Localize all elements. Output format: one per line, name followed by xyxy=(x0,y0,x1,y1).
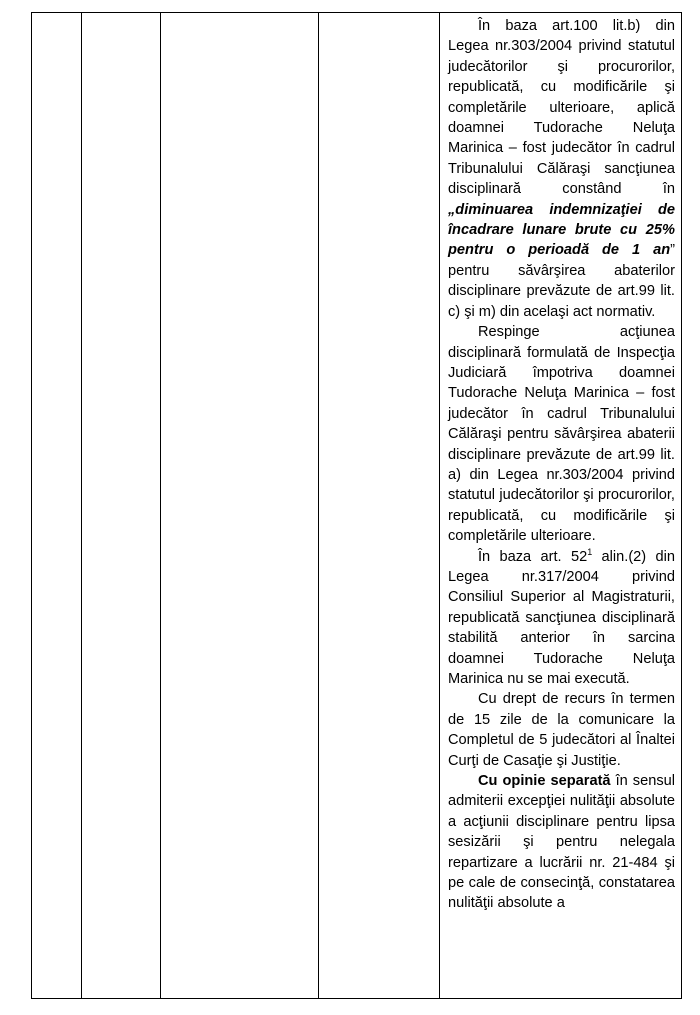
table-cell-2 xyxy=(82,13,161,999)
table-cell-1 xyxy=(32,13,82,999)
paragraph-no-execution-text: În baza art. 52 xyxy=(478,548,588,565)
paragraph-appeal: Cu drept de recurs în termen de 15 zile de la comunicare la Completul de 5 judecători al Înaltei Curţi de Casaţie şi Justiţie. xyxy=(448,691,675,769)
decision-cell xyxy=(440,13,682,999)
paragraph-rejection: Respinge acţiunea disciplinară formulată de Inspecţia Judiciară împotriva doamnei Tudorache Neluţa Marinica – fost judecător în cadrul Tribunalului Călăraşi pentru săvârşirea abaterii disciplinare prevăzute de art.99 lit. a) din Legea nr.303/2004 privind statutul judecătorilor şi procurorilor, republicată, cu modificările şi completările ulterioare. xyxy=(448,324,675,545)
paragraph-sanction-tail: ” pentru săvârşirea abaterilor disciplinare prevăzute de art.99 lit. c) şi m) din acelaşi act normativ. xyxy=(448,242,675,320)
paragraph-separate-opinion xyxy=(448,771,675,914)
paragraph-sanction-text: În baza art.100 lit.b) din Legea nr.303/2004 privind statutul judecătorilor şi procurorilor, republicată, cu modificările şi completările ulterioare, aplică doamnei Tudorache Neluţa Marinica – fost judecător în cadrul Tribunalului Călăraşi sancţiunea disciplinară constând în xyxy=(448,18,675,198)
decision-text xyxy=(440,13,681,914)
separate-opinion-text: în sensul admiterii excepţiei nulităţii absolute a acţiunii disciplinare pentru lipsa sesizării şi pentru nelegala repartizare a lucrării nr. 21-484 şi pe cale de consecinţă, constatarea nulităţii absolute a xyxy=(448,773,675,912)
paragraph-sanction xyxy=(448,16,675,322)
table-cell-3 xyxy=(161,13,319,999)
separate-opinion-label: Cu opinie separată xyxy=(478,773,611,790)
table-cell-4 xyxy=(319,13,440,999)
paragraph-no-execution-tail: alin.(2) din Legea nr.317/2004 privind Consiliul Superior al Magistraturii, republicată sancţiunea disciplinară stabilită anterior în sarcina doamnei Tudorache Neluţa Marinica nu se mai execută. xyxy=(448,548,675,687)
sanction-emphasis: „diminuarea indemnizaţiei de încadrare lunare brute cu 25% pentru o perioadă de 1 an xyxy=(448,201,675,259)
article-superscript: 1 xyxy=(587,546,593,557)
document-table xyxy=(31,12,682,999)
table-row xyxy=(32,13,682,999)
paragraph-no-execution xyxy=(448,547,675,690)
